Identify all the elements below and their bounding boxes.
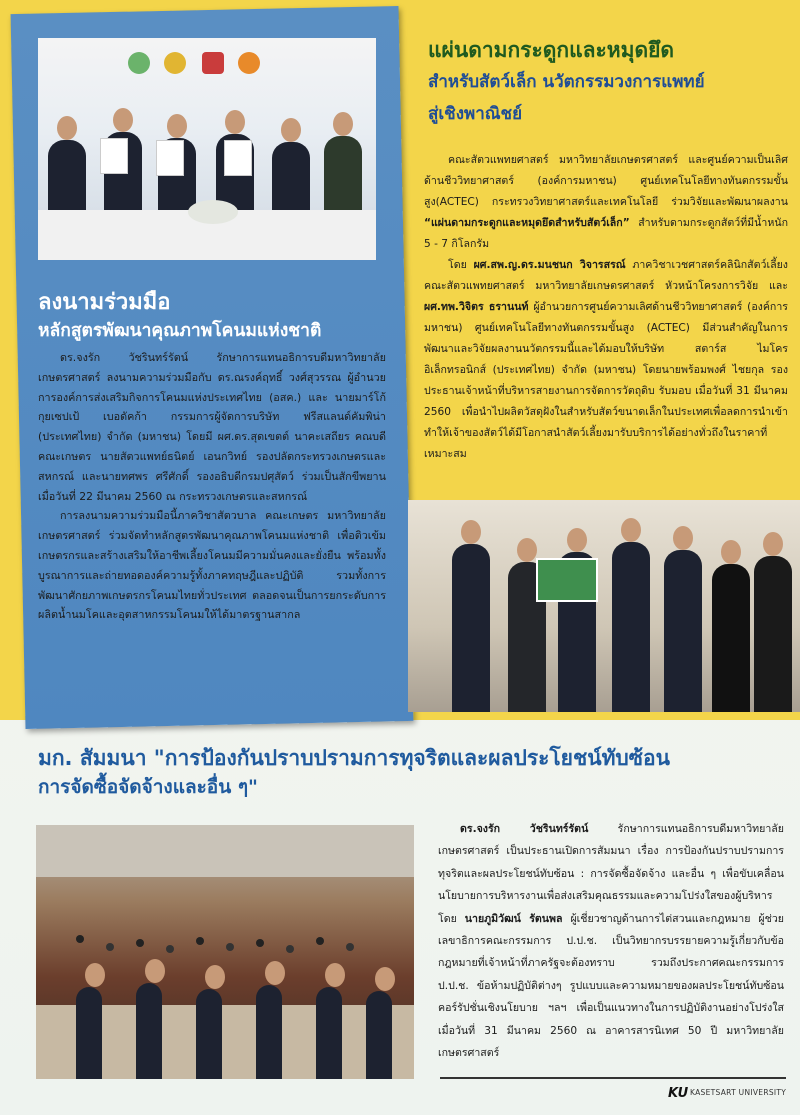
ku-logo: KU [668,1086,689,1101]
person-figure [136,983,162,1079]
ministry-emblem-icon [164,52,186,74]
audience-member [76,935,84,943]
product-name: “แผ่นดามกระดูกและหมุดยึดสำหรับสัตว์เล็ก” [424,217,630,229]
person-figure [316,987,342,1079]
seminar-paragraph [438,818,784,1064]
bone-plate-body [424,150,788,465]
seminar-group-photo [36,825,414,1079]
seminar-title-line-2: การจัดซื้อจัดจ้างและอื่น ๆ" [38,776,258,798]
signed-document [156,140,184,176]
text-span: คณะสัตวแพทยศาสตร์ มหาวิทยาลัยเกษตรศาสตร์ และศูนย์ความเป็นเลิศด้านชีววิทยาศาสตร์ (องค์การมหาชน) ศูนย์เทคโนโลยีทางทันตกรรมขั้นสูง(ACTEC) กระทรวงวิทยาศาสตร์และเทคโนโลยี ร่วมวิจัยและพัฒนาผลงาน [424,154,788,208]
person-figure [196,989,222,1079]
person-figure [366,991,392,1079]
person-figure [256,985,282,1079]
person-figure [754,556,792,712]
signing-title: ลงนามร่วมมือ [38,290,171,315]
person-figure [712,564,750,712]
university-name: KASETSART UNIVERSITY [690,1088,787,1097]
text-span: ผู้เชี่ยวชาญด้านการไต่สวนและกฎหมาย ผู้ช่วยเลขาธิการคณะกรรมการ ป.ป.ช. เป็นวิทยากรบรรยายความรู้เกี่ยวกับข้อกฎหมายที่เจ้าหน้าที่ภาครัฐจะต้องทราบ รวมถึงประกาศคณะกรรมการ ป.ป.ช. ข้อห้ามปฏิบัติต่างๆ รูปแบบและความหมายของผลประโยชน์ทับซ้อน คอร์รัปชั่นเชิงนโยบาย ฯลฯ เพื่อเป็นแนวทางในการปฏิบัติงานอย่างโปร่งใส เมื่อวันที่ 31 มีนาคม 2560 ณ อาคารสารนิเทศ 50 ปี มหาวิทยาลัยเกษตรศาสตร์ [438,912,784,1060]
handover-ceremony-photo [408,500,800,712]
divider [440,1077,786,1079]
audience-member [166,945,174,953]
bone-plate-subtitle-1: สำหรับสัตว์เล็ก นวัตกรรมวงการแพทย์ [428,72,705,92]
signing-paragraph-1: ดร.จงรัก วัชรินทร์รัตน์ รักษาการแทนอธิการบดีมหาวิทยาลัยเกษตรศาสตร์ ลงนามความร่วมมือกับ ดร.ณรงค์ฤทธิ์ วงศ์สุวรรณ ผู้อำนวยการองค์การส่งเสริมกิจการโคนมแห่งประเทศไทย (อสค.) และ นายมาร์โก้ กุยเซปเป้ เบอดัคก้า กรรมการผู้จัดการบริษัท ฟรีสแลนด์คัมพิน่า (ประเทศไทย) จำกัด (มหาชน) โดยมี ผศ.ดร.สุดเขตต์ นาคะเสถียร คณบดีคณะเกษตร นายสัตวแพทย์ธนิตย์ เอนกวิทย์ รองปลัดกระทรวงเกษตรและสหกรณ์ และนายทศพร ศรีศักดิ์ รองอธิบดีกรมปศุสัตว์ ร่วมเป็นสักขีพยาน เมื่อวันที่ 22 มีนาคม 2560 ณ กระทรวงเกษตรและสหกรณ์ [38,351,386,503]
signed-document [224,140,252,176]
signing-ceremony-photo [38,38,376,260]
audience-member [226,943,234,951]
ku-emblem-icon [128,52,150,74]
text-span: ผู้อำนวยการศูนย์ความเลิศด้านชีววิทยาศาสตร์ (องค์การมหาชน) ศูนย์เทคโนโลยีทางทันตกรรมขั้นสูง (ACTEC) มีส่วนสำคัญในการพัฒนาและวิจัยผลงานนวัตกรรมนี้และได้มอบให้บริษัท สตาร์ส ไมโครอิเล็กทรอนิกส์ (ประเทศไทย) จำกัด (มหาชน) โดยนายพร้อมพงศ์ ไชยกุล รองประธานเจ้าหน้าที่บริหารสายงานการจัดการวัตถุดิบ รับมอบ เมื่อวันที่ 31 มีนาคม 2560 เพื่อนำไปผลิตวัสดุฝังในสำหรับสัตว์ขนาดเล็กในประเทศเพื่อลดการนำเข้า ทำให้เจ้าของสัตว์ได้มีโอกาสนำสัตว์เลี้ยงมารับบริการได้อย่างทั่วถึงในราคาที่เหมาะสม [424,301,788,460]
signing-subtitle: หลักสูตรพัฒนาคุณภาพโคนมแห่งชาติ [38,321,322,341]
dpo-logo-icon [202,52,224,74]
signed-document [100,138,128,174]
bone-plate-paragraph-2 [424,255,788,465]
text-span: สำหรับดามกระดูกสัตว์ที่มีน้ำหนัก 5 - 7 กิโลกรัม [424,217,788,250]
flower-arrangement [188,200,238,224]
frieslandcampina-logo-icon [238,52,260,74]
auditorium-ceiling [36,825,414,877]
signing-body [38,348,386,625]
text-span: โดย [448,259,474,271]
audience-member [256,939,264,947]
person-figure [76,987,102,1079]
seminar-title-line-1: มก. สัมมนา "การป้องกันปราบปรามการทุจริตและผลประโยชน์ทับซ้อน [38,746,670,770]
seminar-body [438,818,784,1064]
bone-plate-subtitle-2: สู่เชิงพาณิชย์ [428,104,523,124]
award-plaque [536,558,598,602]
text-span: ภาควิชาเวชศาสตร์คลินิกสัตว์เลี้ยง คณะสัตวแพทยศาสตร์ มหาวิทยาลัยเกษตรศาสตร์ หัวหน้าโครงการวิจัย และ [424,259,788,292]
person-figure [612,542,650,712]
audience-member [106,943,114,951]
text-span: รักษาการแทนอธิการบดีมหาวิทยาลัยเกษตรศาสตร์ เป็นประธานเปิดการสัมมนา เรื่อง การป้องกันปราบปรามการทุจริตและผลประโยชน์ทับซ้อน : การจัดซื้อจัดจ้าง และอื่น ๆ เพื่อขับเคลื่อนนโยบายการบริหารงานเพื่อส่งเสริมคุณธรรมและความโปร่งใสของผู้บริหาร โดย [438,823,784,925]
audience-member [136,939,144,947]
president-name: ดร.จงรัก วัชรินทร์รัตน์ [460,823,589,835]
audience-member [196,937,204,945]
audience-member [286,945,294,953]
audience-member [316,937,324,945]
bone-plate-paragraph-1 [424,150,788,255]
person-figure [664,550,702,712]
researcher-name: ผศ.ทพ.วิจิตร ธรานนท์ [424,301,529,313]
researcher-name: ผศ.สพ.ญ.ดร.มนชนก วิจารสรณ์ [473,259,626,271]
speaker-name: นายภูมิวัฒน์ รัตนพล [464,912,563,925]
signing-paragraph-2: การลงนามความร่วมมือนี้ภาควิชาสัตวบาล คณะเกษตร มหาวิทยาลัยเกษตรศาสตร์ ร่วมจัดทำหลักสูตรพัฒนาคุณภาพโคนมแห่งชาติ เพื่อติวเข้มเกษตรกรและสร้างเสริมให้อาชีพเลี้ยงโคนมมีความมั่นคงและยั่งยืน พร้อมทั้งบูรณาการและถ่ายทอดองค์ความรู้ทั้งภาคทฤษฎีและปฏิบัติ รวมทั้งการพัฒนาศักยภาพเกษตรกรโคนมไทยทั่วประเทศ ตลอดจนเป็นการยกระดับการผลิตน้ำนมโคและอุตสาหกรรมโคนมให้ได้มาตรฐานสากล [38,509,386,622]
bone-plate-title: แผ่นดามกระดูกและหมุดยึด [428,38,675,62]
person-figure [452,544,490,712]
audience-member [346,943,354,951]
